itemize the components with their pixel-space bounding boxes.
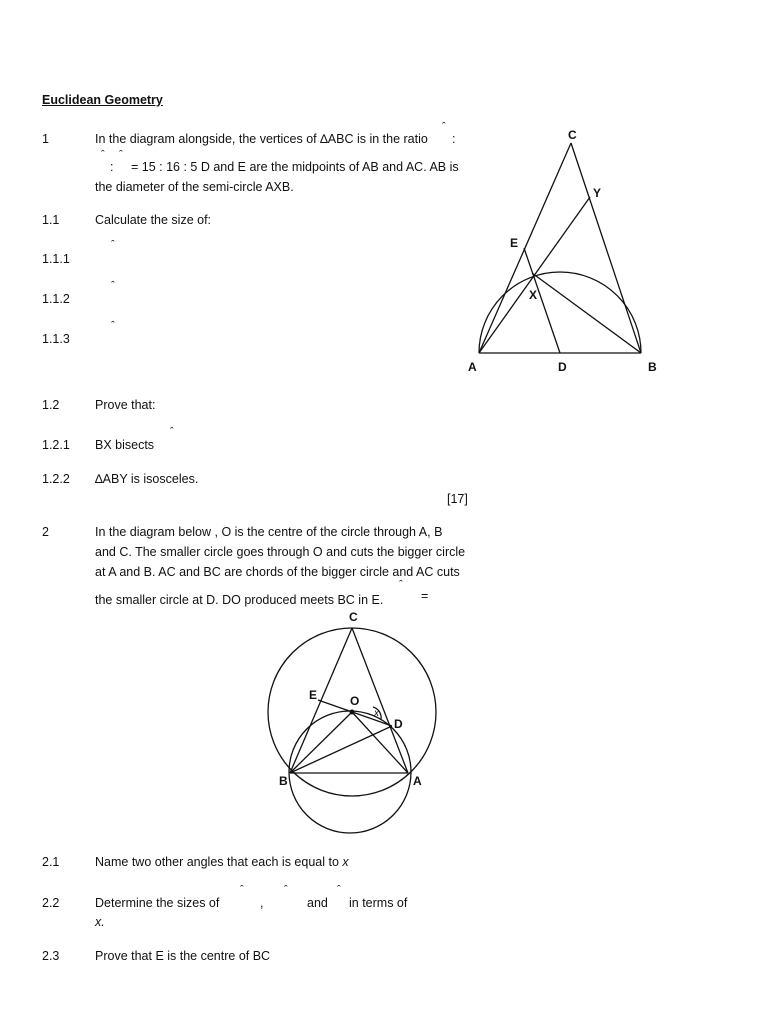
question-1-number: 1 xyxy=(42,132,49,146)
angle-hat-mark: ˆ xyxy=(284,884,288,896)
equals-sign: = xyxy=(421,589,429,603)
angle-hat-mark: ˆ xyxy=(170,426,174,438)
question-1-1-text: Calculate the size of: xyxy=(95,213,212,227)
label-d: D xyxy=(394,717,403,731)
question-2-2-comma: , xyxy=(260,896,264,910)
angle-hat-mark: ˆ xyxy=(101,149,105,161)
angle-hat-mark: ˆ xyxy=(337,884,341,896)
question-1-1-3-number: 1.1.3 xyxy=(42,332,70,346)
label-a: A xyxy=(413,774,422,788)
angle-hat-mark: ˆ xyxy=(119,149,123,161)
question-2-1-number: 2.1 xyxy=(42,855,60,869)
question-1-line-1: In the diagram alongside, the vertices of ∆ABC is in the ratio xyxy=(95,132,428,146)
variable-x: x xyxy=(342,855,349,869)
angle-hat-mark: ˆ xyxy=(111,320,115,332)
question-2-2-number: 2.2 xyxy=(42,896,60,910)
label-a: A xyxy=(468,360,477,374)
label-c: C xyxy=(568,128,577,142)
angle-hat-mark: ˆ xyxy=(240,884,244,896)
question-2-1-text xyxy=(95,855,349,869)
question-2-2-terms: in terms of xyxy=(349,896,408,910)
label-b: B xyxy=(279,774,288,788)
question-2-line-1: In the diagram below , O is the centre of the circle through A, B xyxy=(95,525,443,539)
segment-bo xyxy=(290,712,352,773)
angle-hat-mark: ˆ xyxy=(399,579,403,591)
question-1-marks: [17] xyxy=(447,492,468,506)
question-1-2-text: Prove that: xyxy=(95,398,156,412)
question-1-2-2-text: ∆ABY is isosceles. xyxy=(95,472,199,486)
question-1-2-1-text: BX bisects xyxy=(95,438,155,452)
angle-hat-mark: ˆ xyxy=(111,239,115,251)
question-2-2-variable: x. xyxy=(95,915,105,929)
segment-bd xyxy=(290,726,392,773)
question-2-number: 2 xyxy=(42,525,49,539)
question-2-line-4: the smaller circle at D. DO produced meets BC in E. xyxy=(95,593,384,607)
question-2-3-number: 2.3 xyxy=(42,949,60,963)
question-2-3-text: Prove that E is the centre of BC xyxy=(95,949,271,963)
label-x: X xyxy=(529,288,538,302)
question-1-1-number: 1.1 xyxy=(42,213,60,227)
page-title: Euclidean Geometry xyxy=(42,93,163,107)
question-1-2-2-number: 1.2.2 xyxy=(42,472,70,486)
ratio-colon-1: : xyxy=(452,132,456,146)
question-1-line-3: the diameter of the semi-circle AXB. xyxy=(95,180,294,194)
label-y: Y xyxy=(593,186,602,200)
angle-hat-mark: ˆ xyxy=(111,280,115,292)
label-d: D xyxy=(558,360,567,374)
label-e: E xyxy=(510,236,519,250)
label-c: C xyxy=(349,610,358,624)
label-b: B xyxy=(648,360,657,374)
ratio-colon-2: : xyxy=(110,160,114,174)
small-circle xyxy=(289,711,411,833)
angle-label-x: x xyxy=(374,708,379,719)
question-1-2-number: 1.2 xyxy=(42,398,60,412)
label-o: O xyxy=(350,694,360,708)
question-2-2-text: Determine the sizes of xyxy=(95,896,220,910)
question-1-1-2-number: 1.1.2 xyxy=(42,292,70,306)
chord-ac xyxy=(352,628,408,773)
question-2-line-3: at A and B. AC and BC are chords of the bigger circle and AC cuts xyxy=(95,565,460,579)
question-1-1-1-number: 1.1.1 xyxy=(42,252,70,266)
question-1-line-2: = 15 : 16 : 5 D and E are the midpoints of AB and AC. AB is xyxy=(131,160,459,174)
question-2-2-and: and xyxy=(307,896,328,910)
question-2-line-2: and C. The smaller circle goes through O and cuts the bigger circle xyxy=(95,545,466,559)
label-e: E xyxy=(309,688,318,702)
centre-point-o xyxy=(350,710,355,715)
question-1-2-1-number: 1.2.1 xyxy=(42,438,70,452)
angle-hat-mark: ˆ xyxy=(442,121,446,133)
question-2-1-text-main: Name two other angles that each is equal to xyxy=(95,855,339,869)
